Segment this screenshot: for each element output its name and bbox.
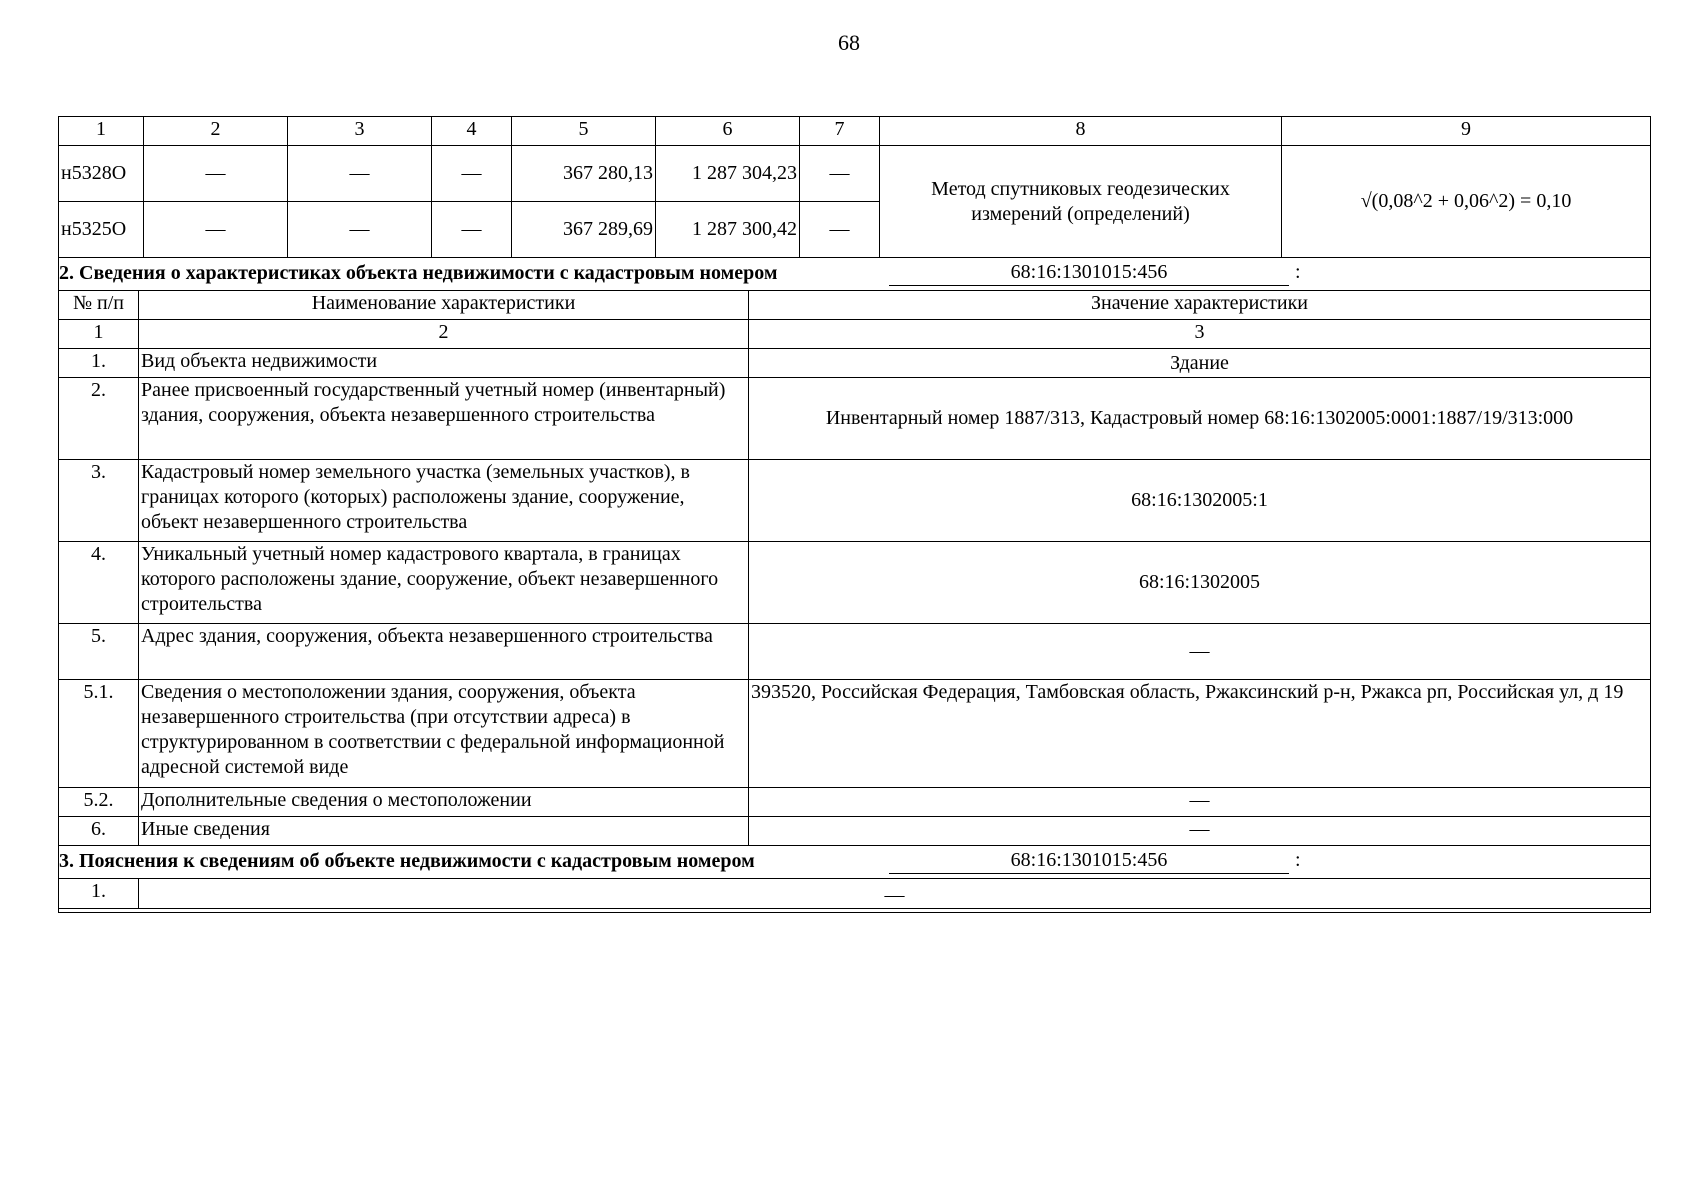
header-col-5: 5 [512,117,656,146]
row-name: Уникальный учетный номер кадастрового квартала, в границах которого расположены здание, сооружение, объект незавершенного строительства [139,542,749,624]
row-name: Адрес здания, сооружения, объекта незавершенного строительства [139,624,749,680]
row-value: — [749,788,1651,817]
coordinates-header-row [59,117,1651,146]
page-number: 68 [838,30,860,55]
table-row [59,378,1651,460]
table-row [59,788,1651,817]
row-name: Сведения о местоположении здания, сооружения, объекта незавершенного строительства (при отсутствии адреса) в структурированном в соответствии с федеральной информационной адресной системой виде [139,680,749,788]
table-row [59,680,1651,788]
row-num: 5.1. [59,680,139,788]
section3-cadastral-number: 68:16:1301015:456 [889,848,1289,874]
index-value: 3 [749,320,1651,349]
header-name: Наименование характеристики [139,291,749,320]
row-num: 2. [59,378,139,460]
cell-dash: — [800,146,880,202]
row-name: Вид объекта недвижимости [139,349,749,378]
row-value: Здание [749,349,1651,378]
row-value: 393520, Российская Федерация, Тамбовская область, Ржаксинский р-н, Ржакса рп, Российская ул, д 19 [749,680,1651,788]
cell-dash: — [432,202,512,258]
section2-title-row [59,258,1651,291]
row-value: — [749,624,1651,680]
row-name: Ранее присвоенный государственный учетный номер (инвентарный) здания, сооружения, объекта незавершенного строительства [139,378,749,460]
accuracy-cell: √(0,08^2 + 0,06^2) = 0,10 [1282,146,1651,258]
section3-title: 3. Пояснения к сведениям об объекте недвижимости с кадастровым номером [59,850,755,872]
row-value: 68:16:1302005:1 [749,460,1651,542]
point-name: н5328О [59,146,144,202]
coord-y: 1 287 304,23 [656,146,800,202]
section2-colon: : [1295,261,1301,283]
row-num: 1. [59,349,139,378]
row-num: 3. [59,460,139,542]
header-col-9: 9 [1282,117,1651,146]
header-col-2: 2 [144,117,288,146]
point-name: н5325О [59,202,144,258]
index-num: 1 [59,320,139,349]
table-row [59,817,1651,846]
coord-y: 1 287 300,42 [656,202,800,258]
cell-dash: — [288,202,432,258]
row-name: Иные сведения [139,817,749,846]
row-num: 5. [59,624,139,680]
coordinates-table [58,116,1651,258]
table-row [59,624,1651,680]
row-num: 4. [59,542,139,624]
header-value: Значение характеристики [749,291,1651,320]
method-cell: Метод спутниковых геодезических измерений (определений) [880,146,1282,258]
row-num: 6. [59,817,139,846]
cell-dash: — [800,202,880,258]
cell-dash: — [144,202,288,258]
header-col-6: 6 [656,117,800,146]
row-value: Инвентарный номер 1887/313, Кадастровый номер 68:16:1302005:0001:1887/19/313:000 [749,378,1651,460]
section3-title-row [59,846,1651,879]
row-name: Кадастровый номер земельного участка (земельных участков), в границах которого (которых) расположены здание, сооружение, объект незавершенного строительства [139,460,749,542]
coord-x: 367 289,69 [512,202,656,258]
header-col-1: 1 [59,117,144,146]
row-value: — [749,817,1651,846]
header-col-8: 8 [880,117,1282,146]
row-name: Дополнительные сведения о местоположении [139,788,749,817]
row-num: 1. [59,879,139,909]
row-num: 5.2. [59,788,139,817]
coord-x: 367 280,13 [512,146,656,202]
table-row [59,460,1651,542]
section2-title: 2. Сведения о характеристиках объекта недвижимости с кадастровым номером [59,262,778,284]
table-row [59,349,1651,378]
table-row [59,879,1651,909]
characteristics-table [58,257,1651,913]
header-col-3: 3 [288,117,432,146]
table-row [59,146,1651,202]
cell-dash: — [288,146,432,202]
section2-cadastral-number: 68:16:1301015:456 [889,260,1289,286]
header-col-4: 4 [432,117,512,146]
cell-dash: — [144,146,288,202]
header-col-7: 7 [800,117,880,146]
table-row [59,542,1651,624]
index-name: 2 [139,320,749,349]
row-value: 68:16:1302005 [749,542,1651,624]
row-value: — [139,879,1651,909]
section3-colon: : [1295,849,1301,871]
characteristics-index-row [59,320,1651,349]
cell-dash: — [432,146,512,202]
table-bottom-rule [59,909,1651,913]
characteristics-header-row [59,291,1651,320]
header-num: № п/п [59,291,139,320]
